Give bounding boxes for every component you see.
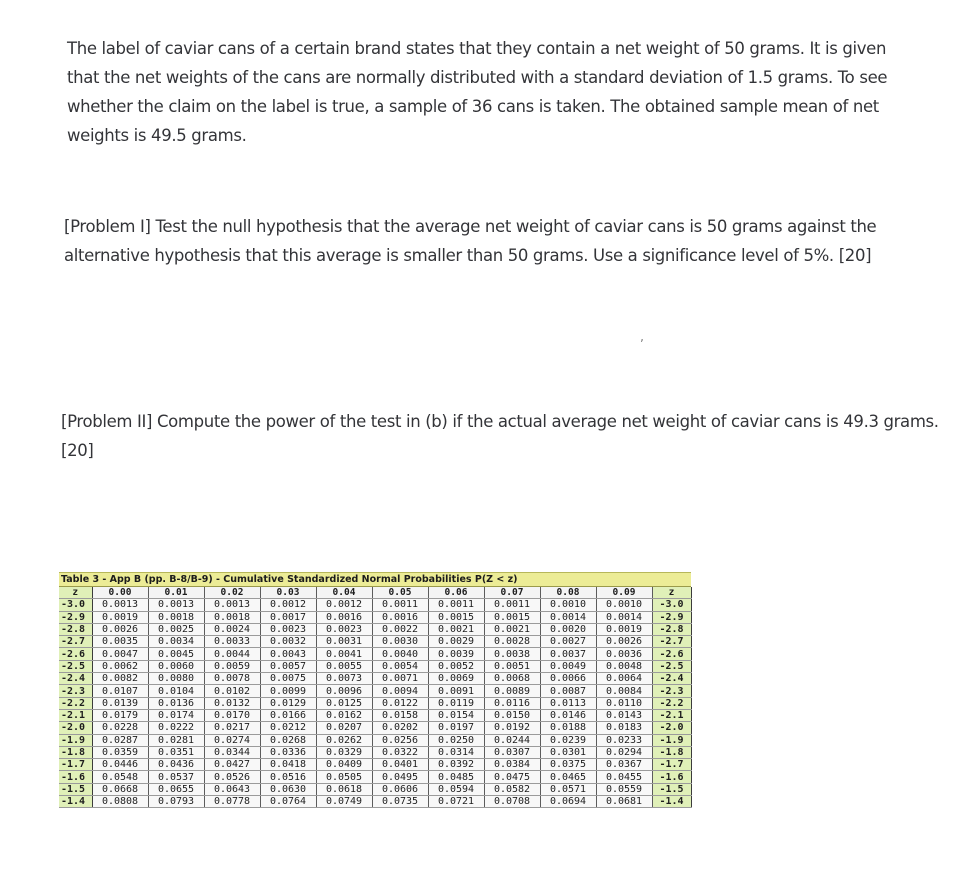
probability-cell: 0.0217 bbox=[204, 722, 260, 734]
probability-cell: 0.0017 bbox=[260, 611, 316, 623]
table-row bbox=[59, 697, 691, 709]
table-row bbox=[59, 636, 691, 648]
z-value-left: -2.2 bbox=[59, 697, 92, 709]
z-value-left: -2.7 bbox=[59, 636, 92, 648]
probability-cell: 0.0122 bbox=[372, 697, 428, 709]
probability-cell: 0.0014 bbox=[540, 611, 596, 623]
probability-cell: 0.0096 bbox=[316, 685, 372, 697]
probability-cell: 0.0062 bbox=[92, 660, 148, 672]
probability-cell: 0.0606 bbox=[372, 783, 428, 795]
z-value-left: -1.4 bbox=[59, 796, 92, 808]
col-header: 0.02 bbox=[204, 587, 260, 599]
z-value-right: -2.8 bbox=[652, 623, 691, 635]
probability-cell: 0.0548 bbox=[92, 771, 148, 783]
table-row bbox=[59, 673, 691, 685]
probability-cell: 0.0010 bbox=[596, 599, 652, 611]
probability-cell: 0.0281 bbox=[148, 734, 204, 746]
probability-cell: 0.0012 bbox=[260, 599, 316, 611]
probability-cell: 0.0026 bbox=[92, 623, 148, 635]
probability-cell: 0.0329 bbox=[316, 746, 372, 758]
probability-cell: 0.0367 bbox=[596, 759, 652, 771]
probability-cell: 0.0034 bbox=[148, 636, 204, 648]
probability-cell: 0.0202 bbox=[372, 722, 428, 734]
probability-cell: 0.0192 bbox=[484, 722, 540, 734]
probability-cell: 0.0031 bbox=[316, 636, 372, 648]
probability-cell: 0.0110 bbox=[596, 697, 652, 709]
z-value-left: -2.4 bbox=[59, 673, 92, 685]
col-header: 0.04 bbox=[316, 587, 372, 599]
probability-cell: 0.0154 bbox=[428, 709, 484, 721]
probability-cell: 0.0630 bbox=[260, 783, 316, 795]
probability-cell: 0.0047 bbox=[92, 648, 148, 660]
probability-cell: 0.0035 bbox=[92, 636, 148, 648]
probability-cell: 0.0033 bbox=[204, 636, 260, 648]
probability-cell: 0.0162 bbox=[316, 709, 372, 721]
probability-cell: 0.0019 bbox=[92, 611, 148, 623]
z-value-left: -3.0 bbox=[59, 599, 92, 611]
probability-cell: 0.0037 bbox=[540, 648, 596, 660]
probability-cell: 0.0228 bbox=[92, 722, 148, 734]
z-value-right: -2.2 bbox=[652, 697, 691, 709]
probability-cell: 0.0075 bbox=[260, 673, 316, 685]
probability-cell: 0.0344 bbox=[204, 746, 260, 758]
probability-cell: 0.0427 bbox=[204, 759, 260, 771]
z-value-left: -2.3 bbox=[59, 685, 92, 697]
table-row bbox=[59, 685, 691, 697]
probability-cell: 0.0014 bbox=[596, 611, 652, 623]
probability-cell: 0.0392 bbox=[428, 759, 484, 771]
probability-cell: 0.0778 bbox=[204, 796, 260, 808]
probability-cell: 0.0505 bbox=[316, 771, 372, 783]
z-value-right: -2.3 bbox=[652, 685, 691, 697]
z-value-left: -2.1 bbox=[59, 709, 92, 721]
probability-cell: 0.0052 bbox=[428, 660, 484, 672]
table-row bbox=[59, 771, 691, 783]
probability-cell: 0.0526 bbox=[204, 771, 260, 783]
probability-cell: 0.0250 bbox=[428, 734, 484, 746]
probability-cell: 0.0089 bbox=[484, 685, 540, 697]
probability-cell: 0.0119 bbox=[428, 697, 484, 709]
probability-cell: 0.0643 bbox=[204, 783, 260, 795]
probability-cell: 0.0307 bbox=[484, 746, 540, 758]
probability-cell: 0.0239 bbox=[540, 734, 596, 746]
z-value-right: -3.0 bbox=[652, 599, 691, 611]
probability-cell: 0.0465 bbox=[540, 771, 596, 783]
probability-cell: 0.0207 bbox=[316, 722, 372, 734]
probability-cell: 0.0013 bbox=[92, 599, 148, 611]
probability-cell: 0.0019 bbox=[596, 623, 652, 635]
z-value-left: -2.8 bbox=[59, 623, 92, 635]
probability-cell: 0.0179 bbox=[92, 709, 148, 721]
probability-cell: 0.0018 bbox=[204, 611, 260, 623]
z-value-right: -2.1 bbox=[652, 709, 691, 721]
probability-cell: 0.0668 bbox=[92, 783, 148, 795]
probability-cell: 0.0287 bbox=[92, 734, 148, 746]
probability-cell: 0.0188 bbox=[540, 722, 596, 734]
probability-cell: 0.0024 bbox=[204, 623, 260, 635]
probability-cell: 0.0594 bbox=[428, 783, 484, 795]
probability-cell: 0.0158 bbox=[372, 709, 428, 721]
probability-cell: 0.0029 bbox=[428, 636, 484, 648]
z-table-body bbox=[59, 599, 691, 808]
probability-cell: 0.0618 bbox=[316, 783, 372, 795]
probability-cell: 0.0104 bbox=[148, 685, 204, 697]
probability-cell: 0.0102 bbox=[204, 685, 260, 697]
probability-cell: 0.0233 bbox=[596, 734, 652, 746]
probability-cell: 0.0048 bbox=[596, 660, 652, 672]
probability-cell: 0.0025 bbox=[148, 623, 204, 635]
probability-cell: 0.0475 bbox=[484, 771, 540, 783]
probability-cell: 0.0094 bbox=[372, 685, 428, 697]
probability-cell: 0.0274 bbox=[204, 734, 260, 746]
probability-cell: 0.0023 bbox=[260, 623, 316, 635]
probability-cell: 0.0011 bbox=[484, 599, 540, 611]
col-header: 0.09 bbox=[596, 587, 652, 599]
probability-cell: 0.0078 bbox=[204, 673, 260, 685]
z-header-right: z bbox=[652, 587, 691, 599]
probability-cell: 0.0436 bbox=[148, 759, 204, 771]
z-value-left: -1.9 bbox=[59, 734, 92, 746]
probability-cell: 0.0694 bbox=[540, 796, 596, 808]
probability-cell: 0.0055 bbox=[316, 660, 372, 672]
probability-cell: 0.0069 bbox=[428, 673, 484, 685]
probability-cell: 0.0044 bbox=[204, 648, 260, 660]
probability-cell: 0.0066 bbox=[540, 673, 596, 685]
table-row bbox=[59, 734, 691, 746]
col-header: 0.05 bbox=[372, 587, 428, 599]
probability-cell: 0.0038 bbox=[484, 648, 540, 660]
probability-cell: 0.0143 bbox=[596, 709, 652, 721]
probability-cell: 0.0384 bbox=[484, 759, 540, 771]
z-value-right: -2.4 bbox=[652, 673, 691, 685]
probability-cell: 0.0495 bbox=[372, 771, 428, 783]
probability-cell: 0.0039 bbox=[428, 648, 484, 660]
probability-cell: 0.0262 bbox=[316, 734, 372, 746]
probability-cell: 0.0021 bbox=[428, 623, 484, 635]
probability-cell: 0.0060 bbox=[148, 660, 204, 672]
probability-cell: 0.0113 bbox=[540, 697, 596, 709]
probability-cell: 0.0256 bbox=[372, 734, 428, 746]
probability-cell: 0.0322 bbox=[372, 746, 428, 758]
probability-cell: 0.0013 bbox=[148, 599, 204, 611]
table-row bbox=[59, 759, 691, 771]
probability-cell: 0.0018 bbox=[148, 611, 204, 623]
z-value-right: -2.9 bbox=[652, 611, 691, 623]
probability-cell: 0.0021 bbox=[484, 623, 540, 635]
probability-cell: 0.0107 bbox=[92, 685, 148, 697]
probability-cell: 0.0409 bbox=[316, 759, 372, 771]
col-header: 0.06 bbox=[428, 587, 484, 599]
probability-cell: 0.0708 bbox=[484, 796, 540, 808]
probability-cell: 0.0041 bbox=[316, 648, 372, 660]
z-value-right: -1.9 bbox=[652, 734, 691, 746]
z-value-right: -2.6 bbox=[652, 648, 691, 660]
z-value-right: -2.7 bbox=[652, 636, 691, 648]
probability-cell: 0.0049 bbox=[540, 660, 596, 672]
z-table bbox=[59, 572, 691, 808]
probability-cell: 0.0582 bbox=[484, 783, 540, 795]
probability-cell: 0.0022 bbox=[372, 623, 428, 635]
probability-cell: 0.0359 bbox=[92, 746, 148, 758]
probability-cell: 0.0764 bbox=[260, 796, 316, 808]
probability-cell: 0.0082 bbox=[92, 673, 148, 685]
probability-cell: 0.0054 bbox=[372, 660, 428, 672]
probability-cell: 0.0446 bbox=[92, 759, 148, 771]
probability-cell: 0.0071 bbox=[372, 673, 428, 685]
probability-cell: 0.0681 bbox=[596, 796, 652, 808]
z-value-left: -1.6 bbox=[59, 771, 92, 783]
probability-cell: 0.0418 bbox=[260, 759, 316, 771]
z-value-left: -1.7 bbox=[59, 759, 92, 771]
probability-cell: 0.0735 bbox=[372, 796, 428, 808]
probability-cell: 0.0314 bbox=[428, 746, 484, 758]
probability-cell: 0.0087 bbox=[540, 685, 596, 697]
probability-cell: 0.0084 bbox=[596, 685, 652, 697]
probability-cell: 0.0073 bbox=[316, 673, 372, 685]
z-table-grid bbox=[59, 587, 692, 808]
probability-cell: 0.0222 bbox=[148, 722, 204, 734]
probability-cell: 0.0136 bbox=[148, 697, 204, 709]
table-row bbox=[59, 746, 691, 758]
probability-cell: 0.0749 bbox=[316, 796, 372, 808]
col-header: 0.03 bbox=[260, 587, 316, 599]
table-row bbox=[59, 722, 691, 734]
table-row bbox=[59, 611, 691, 623]
probability-cell: 0.0016 bbox=[316, 611, 372, 623]
probability-cell: 0.0125 bbox=[316, 697, 372, 709]
table-row bbox=[59, 623, 691, 635]
probability-cell: 0.0244 bbox=[484, 734, 540, 746]
probability-cell: 0.0139 bbox=[92, 697, 148, 709]
probability-cell: 0.0036 bbox=[596, 648, 652, 660]
probability-cell: 0.0721 bbox=[428, 796, 484, 808]
probability-cell: 0.0010 bbox=[540, 599, 596, 611]
probability-cell: 0.0197 bbox=[428, 722, 484, 734]
probability-cell: 0.0294 bbox=[596, 746, 652, 758]
probability-cell: 0.0015 bbox=[428, 611, 484, 623]
probability-cell: 0.0655 bbox=[148, 783, 204, 795]
probability-cell: 0.0485 bbox=[428, 771, 484, 783]
table-row bbox=[59, 783, 691, 795]
z-value-right: -1.7 bbox=[652, 759, 691, 771]
z-table-title: Table 3 - App B (pp. B-8/B-9) - Cumulative Standardized Normal Probabilities P(Z < z) bbox=[59, 572, 691, 587]
probability-cell: 0.0336 bbox=[260, 746, 316, 758]
z-value-left: -1.8 bbox=[59, 746, 92, 758]
z-table-header-row bbox=[59, 587, 691, 599]
probability-cell: 0.0080 bbox=[148, 673, 204, 685]
probability-cell: 0.0023 bbox=[316, 623, 372, 635]
probability-cell: 0.0166 bbox=[260, 709, 316, 721]
probability-cell: 0.0040 bbox=[372, 648, 428, 660]
probability-cell: 0.0068 bbox=[484, 673, 540, 685]
probability-cell: 0.0051 bbox=[484, 660, 540, 672]
probability-cell: 0.0174 bbox=[148, 709, 204, 721]
probability-cell: 0.0301 bbox=[540, 746, 596, 758]
col-header: 0.08 bbox=[540, 587, 596, 599]
probability-cell: 0.0516 bbox=[260, 771, 316, 783]
z-value-left: -2.5 bbox=[59, 660, 92, 672]
probability-cell: 0.0064 bbox=[596, 673, 652, 685]
probability-cell: 0.0032 bbox=[260, 636, 316, 648]
probability-cell: 0.0016 bbox=[372, 611, 428, 623]
probability-cell: 0.0150 bbox=[484, 709, 540, 721]
z-header-left: z bbox=[59, 587, 92, 599]
probability-cell: 0.0537 bbox=[148, 771, 204, 783]
probability-cell: 0.0571 bbox=[540, 783, 596, 795]
probability-cell: 0.0028 bbox=[484, 636, 540, 648]
probability-cell: 0.0375 bbox=[540, 759, 596, 771]
probability-cell: 0.0013 bbox=[204, 599, 260, 611]
table-row bbox=[59, 660, 691, 672]
problem-statement: The label of caviar cans of a certain brand states that they contain a net weight of 50 grams. It is given that the net weights of the cans are normally distributed with a standard deviation of 1.5 grams. To see whether the claim on the label is true, a sample of 36 cans is taken. The obtained sample mean of net weights is 49.5 grams. bbox=[67, 39, 888, 145]
probability-cell: 0.0027 bbox=[540, 636, 596, 648]
probability-cell: 0.0351 bbox=[148, 746, 204, 758]
col-header: 0.00 bbox=[92, 587, 148, 599]
probability-cell: 0.0401 bbox=[372, 759, 428, 771]
probability-cell: 0.0129 bbox=[260, 697, 316, 709]
probability-cell: 0.0011 bbox=[428, 599, 484, 611]
probability-cell: 0.0559 bbox=[596, 783, 652, 795]
table-row bbox=[59, 796, 691, 808]
probability-cell: 0.0057 bbox=[260, 660, 316, 672]
z-value-right: -1.8 bbox=[652, 746, 691, 758]
probability-cell: 0.0020 bbox=[540, 623, 596, 635]
probability-cell: 0.0455 bbox=[596, 771, 652, 783]
probability-cell: 0.0268 bbox=[260, 734, 316, 746]
table-row bbox=[59, 709, 691, 721]
probability-cell: 0.0045 bbox=[148, 648, 204, 660]
table-row bbox=[59, 599, 691, 611]
cursor-mark: ʼ bbox=[640, 337, 644, 351]
z-value-left: -2.9 bbox=[59, 611, 92, 623]
probability-cell: 0.0099 bbox=[260, 685, 316, 697]
probability-cell: 0.0091 bbox=[428, 685, 484, 697]
probability-cell: 0.0043 bbox=[260, 648, 316, 660]
probability-cell: 0.0011 bbox=[372, 599, 428, 611]
probability-cell: 0.0132 bbox=[204, 697, 260, 709]
probability-cell: 0.0808 bbox=[92, 796, 148, 808]
probability-cell: 0.0212 bbox=[260, 722, 316, 734]
probability-cell: 0.0030 bbox=[372, 636, 428, 648]
z-value-right: -1.4 bbox=[652, 796, 691, 808]
z-value-left: -2.0 bbox=[59, 722, 92, 734]
probability-cell: 0.0026 bbox=[596, 636, 652, 648]
z-value-right: -1.5 bbox=[652, 783, 691, 795]
z-value-right: -2.0 bbox=[652, 722, 691, 734]
probability-cell: 0.0793 bbox=[148, 796, 204, 808]
z-value-left: -2.6 bbox=[59, 648, 92, 660]
col-header: 0.01 bbox=[148, 587, 204, 599]
probability-cell: 0.0170 bbox=[204, 709, 260, 721]
z-value-left: -1.5 bbox=[59, 783, 92, 795]
probability-cell: 0.0146 bbox=[540, 709, 596, 721]
probability-cell: 0.0183 bbox=[596, 722, 652, 734]
col-header: 0.07 bbox=[484, 587, 540, 599]
probability-cell: 0.0012 bbox=[316, 599, 372, 611]
probability-cell: 0.0015 bbox=[484, 611, 540, 623]
z-value-right: -1.6 bbox=[652, 771, 691, 783]
probability-cell: 0.0059 bbox=[204, 660, 260, 672]
z-value-right: -2.5 bbox=[652, 660, 691, 672]
table-row bbox=[59, 648, 691, 660]
problem-2-text: [Problem II] Compute the power of the test in (b) if the actual average net weight of caviar cans is 49.3 grams. [20] bbox=[61, 412, 939, 460]
probability-cell: 0.0116 bbox=[484, 697, 540, 709]
problem-1-text: [Problem I] Test the null hypothesis that the average net weight of caviar cans is 50 grams against the alternative hypothesis that this average is smaller than 50 grams. Use a significance level of 5%. [20] bbox=[64, 217, 877, 265]
